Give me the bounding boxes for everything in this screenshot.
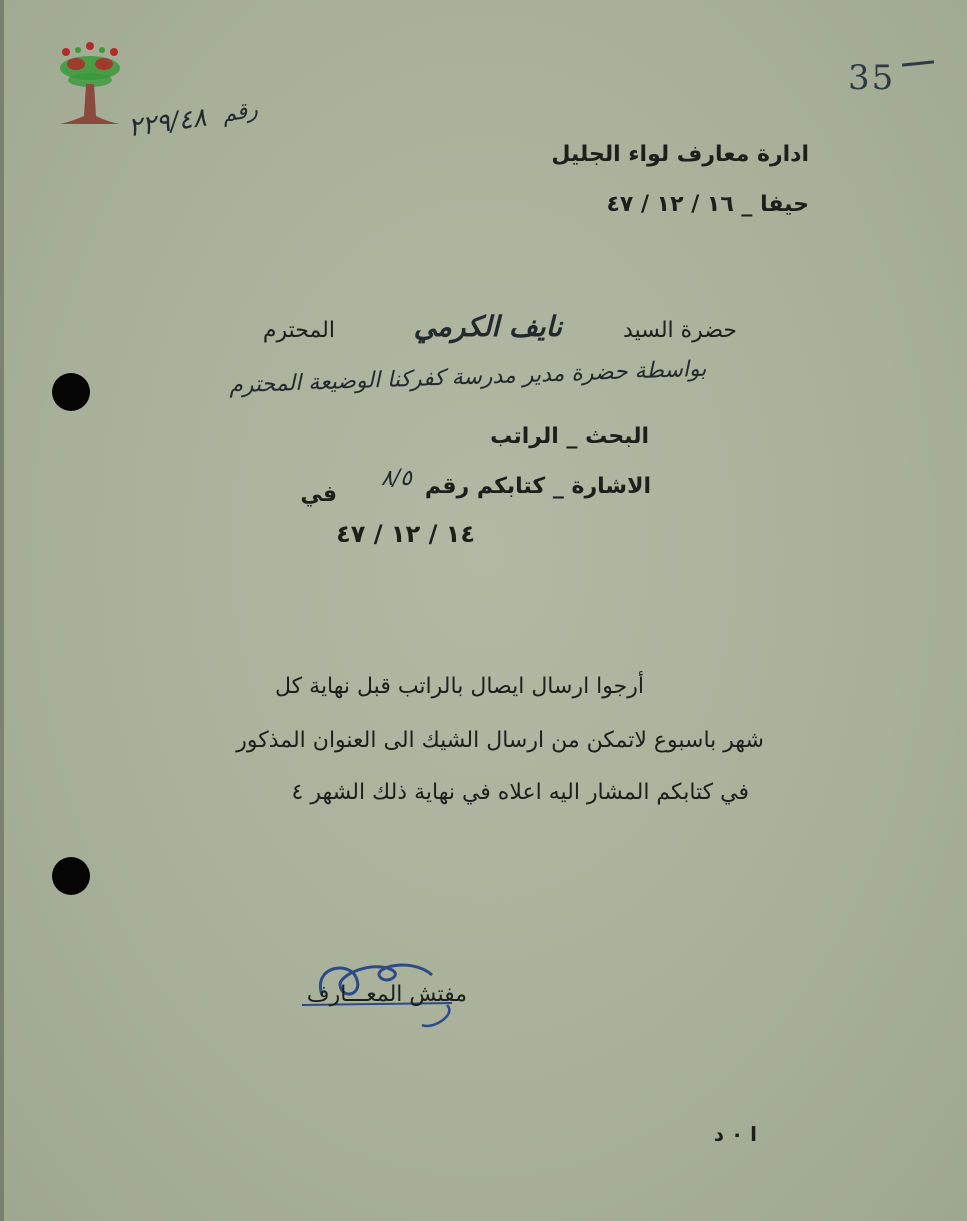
addressee-prefix: حضرة السيد [623, 318, 737, 343]
reference-number: ٢٢٩/٤٨ [126, 102, 209, 144]
reference-line-number: ٨/٥ [380, 466, 412, 491]
punch-hole-top [52, 373, 90, 411]
reference-date: ١٤ / ١٢ / ٤٧ [336, 520, 475, 548]
addressee-via-line: بواسطة حضرة مدير مدرسة كفركنا الوضيعة المحترم [229, 356, 708, 399]
page-number-underline [902, 60, 934, 66]
scan-edge [0, 0, 4, 1221]
body-line-3: في كتابكم المشار اليه اعلاه في نهاية ذلك الشهر ٤ [291, 780, 749, 805]
body-line-2: شهر باسبوع لاتمكن من ارسال الشيك الى العنوان المذكور [236, 728, 764, 753]
addressee-title: المحترم [262, 318, 335, 343]
reference-label: رقم [220, 97, 260, 128]
place-date: حيفا _ ١٦ / ١٢ / ٤٧ [606, 192, 809, 217]
addressee-name: نايف الكرمي [413, 310, 562, 343]
department-heading: ادارة معارف لواء الجليل [551, 142, 809, 167]
body-line-1: أرجوا ارسال ايصال بالراتب قبل نهاية كل [275, 674, 644, 699]
page-number: 35 [848, 58, 896, 98]
signature-title: مفتش المعـــارف [306, 982, 467, 1007]
tree-of-people-logo-icon [50, 38, 130, 128]
subject-line: البحث _ الراتب [490, 424, 649, 449]
reference-line-suffix: في [300, 482, 337, 507]
footer-initials: ا ٠ د [713, 1122, 757, 1146]
reference-line-prefix: الاشارة _ كتابكم رقم [424, 474, 651, 499]
punch-hole-bottom [52, 857, 90, 895]
